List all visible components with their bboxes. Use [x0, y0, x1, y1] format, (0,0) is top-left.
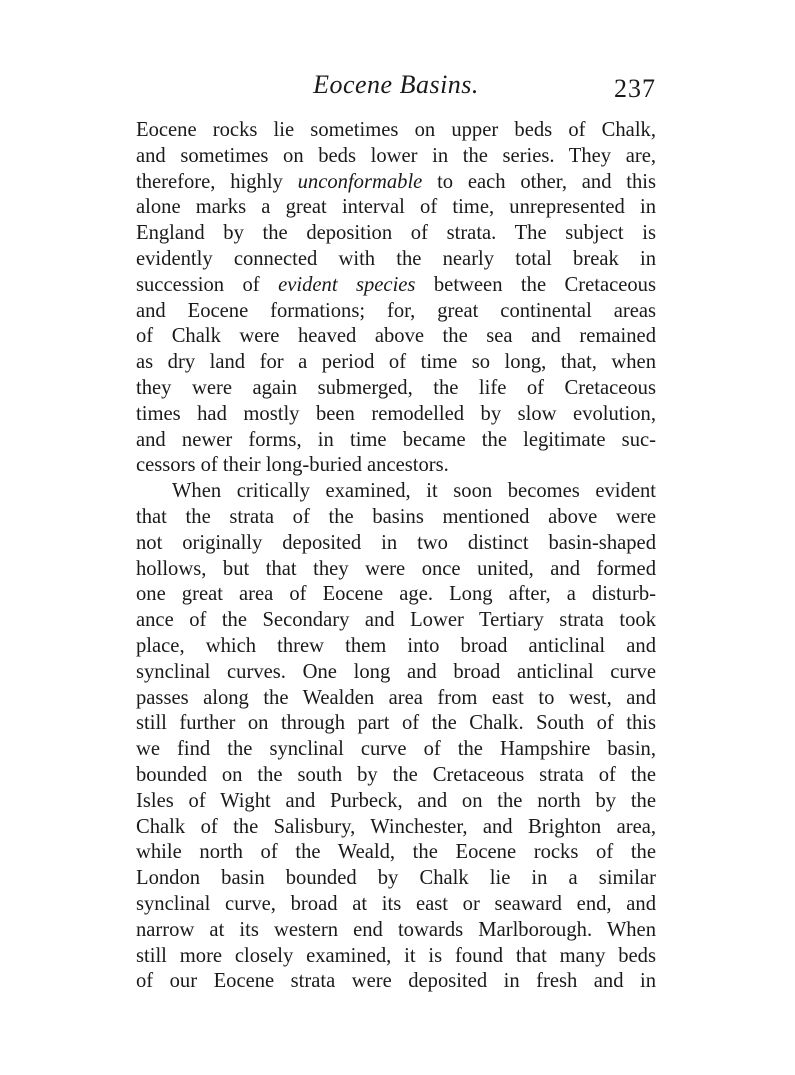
text-segment: times had mostly been remodelled by slow evolution,: [136, 402, 656, 425]
text-line: [136, 969, 656, 995]
text-segment: and Eocene formations; for, great continental areas: [136, 299, 656, 322]
text-segment: not originally deposited in two distinct basin-shaped: [136, 531, 656, 554]
text-segment: of our Eocene strata were deposited in fresh and in: [136, 970, 656, 993]
italic-phrase: evident species: [278, 273, 416, 296]
text-segment: When critically examined, it soon becomes evident: [172, 480, 656, 503]
text-segment: evidently connected with the nearly total break in: [136, 247, 656, 270]
text-segment: cessors of their long-buried ancestors.: [136, 454, 449, 477]
text-segment: Isles of Wight and Purbeck, and on the north by the: [136, 789, 656, 812]
text-segment: synclinal curves. One long and broad anticlinal curve: [136, 660, 656, 683]
text-segment: place, which threw them into broad anticlinal and: [136, 634, 656, 657]
text-line: [136, 737, 656, 763]
text-line: [136, 557, 656, 583]
text-line: [136, 118, 656, 144]
text-segment: still more closely examined, it is found that many beds: [136, 944, 656, 967]
text-segment: as dry land for a period of time so long, that, when: [136, 351, 656, 374]
text-line: [136, 170, 656, 196]
text-line: [136, 789, 656, 815]
text-segment: still further on through part of the Chalk. South of this: [136, 712, 656, 735]
text-line: [136, 608, 656, 634]
text-line: [136, 195, 656, 221]
text-segment: and sometimes on beds lower in the series. They are,: [136, 144, 656, 167]
paragraph: [136, 118, 656, 479]
text-line: [136, 582, 656, 608]
body-text: [136, 118, 656, 995]
text-line: [136, 918, 656, 944]
page-number: 237: [614, 74, 656, 103]
text-segment: passes along the Wealden area from east to west, and: [136, 686, 656, 709]
text-line: [136, 866, 656, 892]
text-line: [136, 763, 656, 789]
text-line: [136, 634, 656, 660]
text-segment: therefore, highly: [136, 170, 298, 193]
text-line: [136, 376, 656, 402]
text-line: [136, 479, 656, 505]
text-line: [136, 453, 656, 479]
text-segment: London basin bounded by Chalk lie in a similar: [136, 867, 656, 890]
text-segment: England by the deposition of strata. The subject is: [136, 222, 656, 245]
text-segment: while north of the Weald, the Eocene rocks of the: [136, 841, 656, 864]
text-line: [136, 686, 656, 712]
text-segment: one great area of Eocene age. Long after, a disturb-: [136, 583, 656, 606]
text-segment: hollows, but that they were once united, and formed: [136, 557, 656, 580]
text-line: [136, 660, 656, 686]
text-segment: Eocene rocks lie sometimes on upper beds of Chalk,: [136, 119, 656, 141]
text-line: [136, 944, 656, 970]
text-line: [136, 247, 656, 273]
text-line: [136, 711, 656, 737]
text-segment: they were again submerged, the life of Cretaceous: [136, 376, 656, 399]
text-segment: ance of the Secondary and Lower Tertiary strata took: [136, 609, 656, 632]
text-line: [136, 892, 656, 918]
text-line: [136, 840, 656, 866]
text-line: [136, 505, 656, 531]
text-segment: narrow at its western end towards Marlborough. When: [136, 918, 656, 941]
text-line: [136, 428, 656, 454]
text-line: [136, 324, 656, 350]
text-segment: that the strata of the basins mentioned above were: [136, 505, 656, 528]
text-segment: synclinal curve, broad at its east or seaward end, and: [136, 892, 656, 915]
running-title: Eocene Basins.: [313, 70, 479, 99]
text-line: [136, 299, 656, 325]
text-segment: bounded on the south by the Cretaceous strata of the: [136, 763, 656, 786]
text-line: [136, 402, 656, 428]
text-segment: and newer forms, in time became the legitimate suc-: [136, 428, 656, 451]
text-segment: succession of: [136, 273, 279, 296]
running-head: [136, 70, 656, 106]
text-line: [136, 221, 656, 247]
text-segment: to each other, and this: [422, 170, 656, 193]
text-segment: between the Cretaceous: [415, 273, 656, 296]
text-line: [136, 144, 656, 170]
text-segment: Chalk of the Salisbury, Winchester, and Brighton area,: [136, 815, 656, 838]
text-line: [136, 815, 656, 841]
text-line: [136, 273, 656, 299]
italic-phrase: unconformable: [297, 170, 423, 193]
text-segment: alone marks a great interval of time, unrepresented in: [136, 196, 656, 219]
text-line: [136, 531, 656, 557]
text-segment: of Chalk were heaved above the sea and remained: [136, 325, 656, 348]
text-segment: we find the synclinal curve of the Hampshire basin,: [136, 738, 656, 761]
paragraph: [136, 479, 656, 995]
text-line: [136, 350, 656, 376]
